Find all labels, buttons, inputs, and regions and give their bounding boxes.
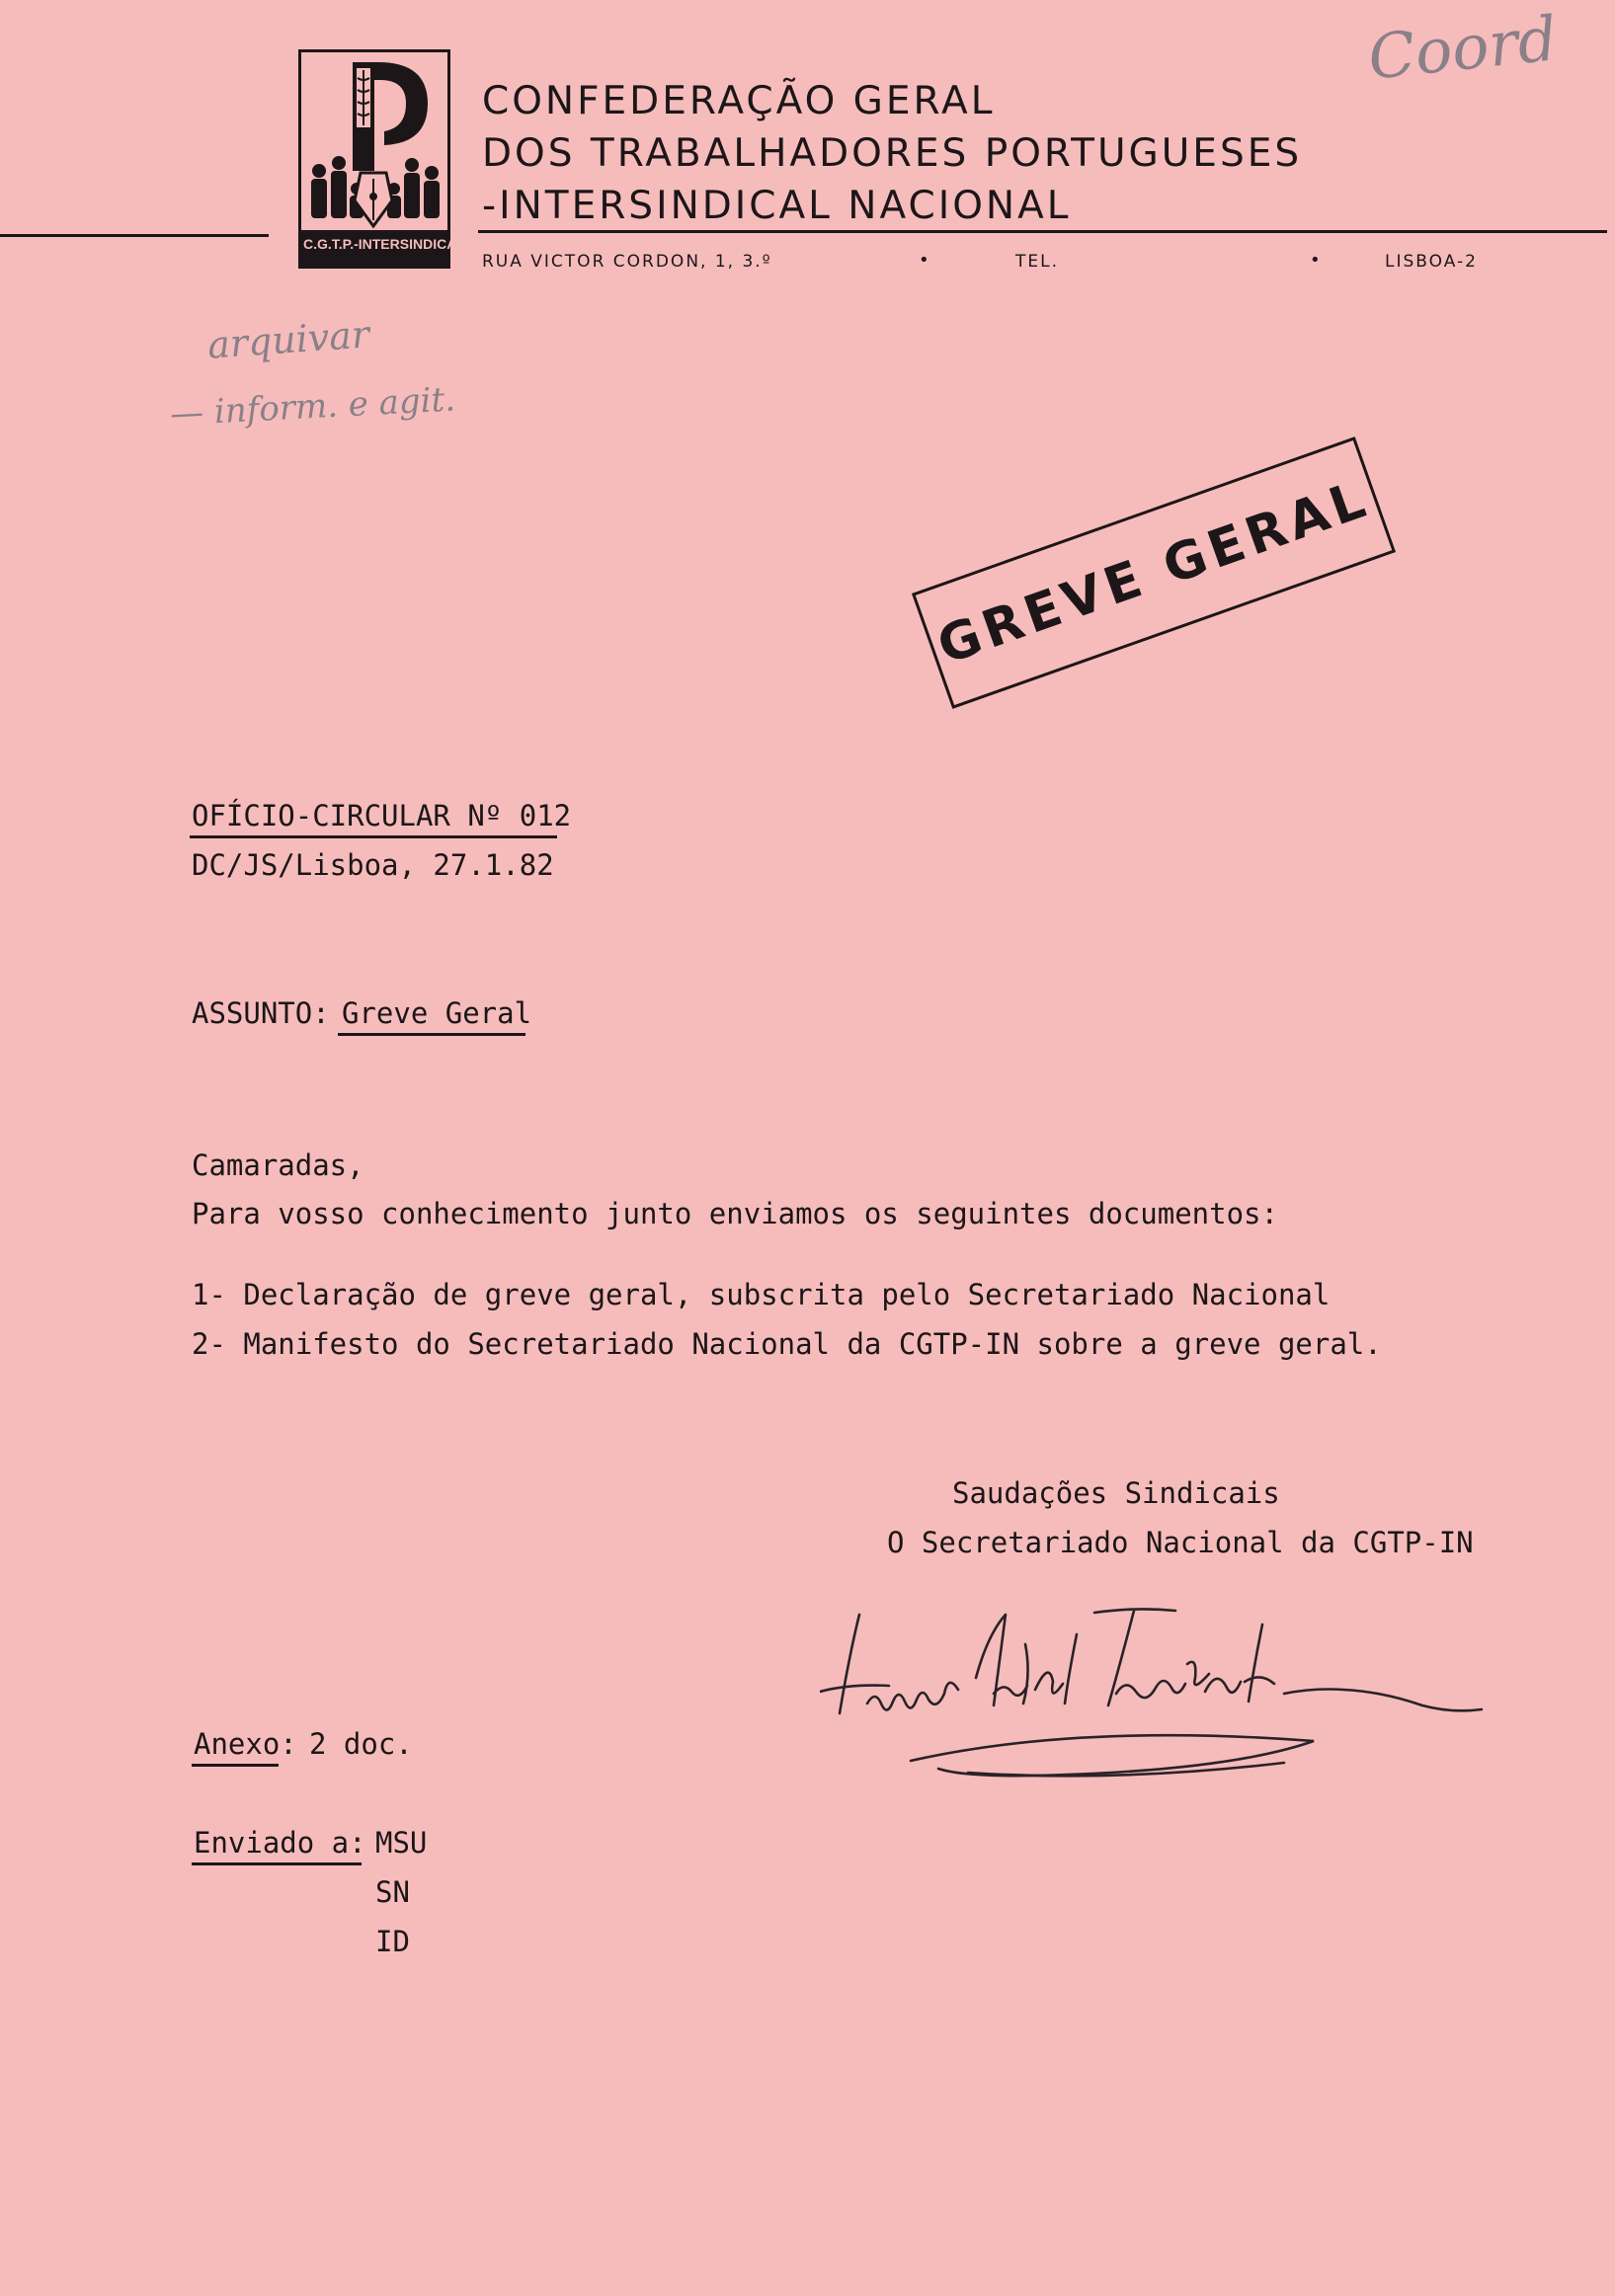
logo-caption: C.G.T.P.-INTERSINDICAL bbox=[303, 236, 465, 252]
city: LISBOA-2 bbox=[1385, 252, 1478, 272]
address-bullet-1: • bbox=[919, 250, 929, 271]
circular-number: OFÍCIO-CIRCULAR Nº 012 bbox=[192, 799, 572, 832]
subject-value: Greve Geral bbox=[342, 996, 532, 1030]
letterhead-rule-left bbox=[0, 234, 269, 237]
reference-date: DC/JS/Lisboa, 27.1.82 bbox=[192, 848, 554, 882]
address: RUA VICTOR CORDON, 1, 3.º bbox=[482, 252, 772, 272]
salutation: Camaradas, bbox=[192, 1148, 364, 1182]
document-item-2: 2- Manifesto do Secretariado Nacional da CGTP-IN sobre a greve geral. bbox=[192, 1327, 1382, 1361]
recipient-id: ID bbox=[375, 1925, 410, 1958]
circular-number-underline bbox=[190, 835, 557, 838]
cgtp-logo bbox=[298, 49, 465, 269]
document-item-1: 1- Declaração de greve geral, subscrita pelo Secretariado Nacional bbox=[192, 1278, 1331, 1311]
subject-label: ASSUNTO: bbox=[192, 996, 330, 1030]
letterhead-rule-right bbox=[478, 230, 1607, 233]
recipient-msu: MSU bbox=[375, 1826, 428, 1860]
annotation-arquivar: arquivar bbox=[205, 312, 371, 367]
sent-to-label: Enviado a: bbox=[194, 1826, 366, 1860]
subject-underline bbox=[338, 1033, 525, 1036]
address-bullet-2: • bbox=[1310, 250, 1321, 271]
greve-geral-stamp bbox=[912, 436, 1396, 709]
stamp-text: GREVE GERAL bbox=[929, 469, 1378, 676]
org-name-line-2: DOS TRABALHADORES PORTUGUESES bbox=[482, 131, 1303, 176]
annex-underline bbox=[192, 1764, 279, 1767]
annotation-inform-agit: — inform. e agit. bbox=[169, 379, 456, 435]
recipient-sn: SN bbox=[375, 1875, 410, 1909]
annex-label: Anexo: bbox=[194, 1727, 297, 1761]
annex-value: 2 doc. bbox=[309, 1727, 413, 1761]
closing-greeting: Saudações Sindicais bbox=[952, 1476, 1280, 1510]
sent-to-underline bbox=[192, 1862, 362, 1865]
tel-label: TEL. bbox=[1015, 252, 1060, 272]
org-name-line-1: CONFEDERAÇÃO GERAL bbox=[482, 79, 996, 123]
cgtp-logo-emblem-icon bbox=[301, 52, 465, 266]
closing-signatory: O Secretariado Nacional da CGTP-IN bbox=[887, 1526, 1474, 1559]
org-name-line-3: -INTERSINDICAL NACIONAL bbox=[482, 184, 1072, 228]
annotation-coord: Coord bbox=[1364, 2, 1561, 94]
intro-paragraph: Para vosso conhecimento junto enviamos os seguintes documentos: bbox=[192, 1197, 1278, 1230]
handwritten-signature bbox=[820, 1575, 1531, 1792]
